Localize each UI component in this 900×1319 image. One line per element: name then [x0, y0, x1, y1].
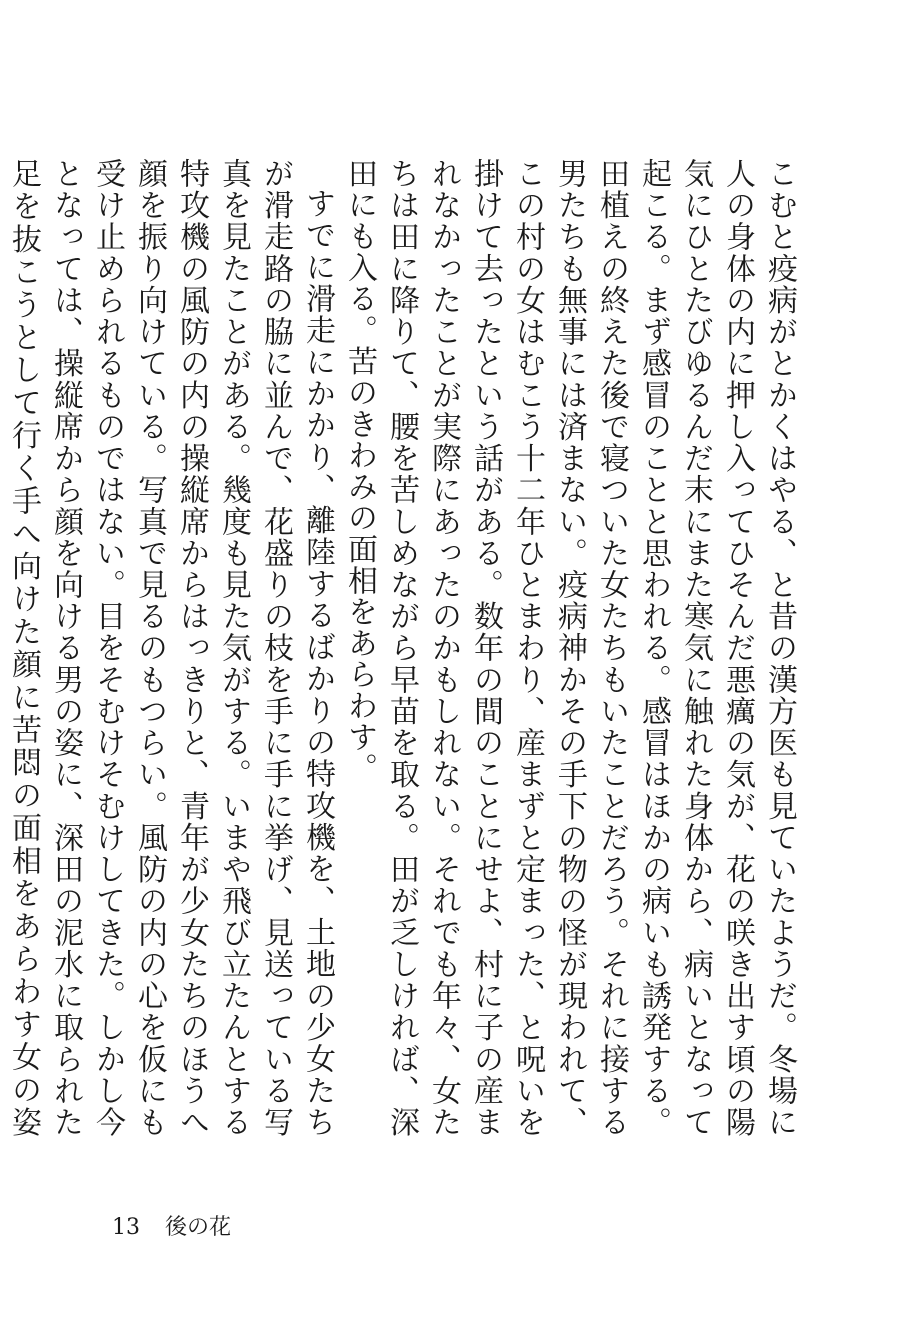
page-footer: [112, 1210, 231, 1241]
paragraph-2: すでに滑走にかかり、離陸するばかりの特攻機を、土地の少女たちが滑走路の脇に並んで、花盛りの枝を手に手に挙げ、見送っている写真を見たことがある。幾度も見た気がする。いまや飛び立たんとする特攻機の風防の内の操縦席からはっきりと、青年が少女たちのほうへ顔を振り向けている。写真で見るのもつらい。風防の内の心を仮にも受け止められるものではない。目をそむけそむけしてきた。しかし今となっては、操縦席から顔を向ける男の姿に、深田の泥水に取られた足を抜こうとして行く手へ向けた顔に苦悶の面相をあらわす女の姿: [6, 158, 335, 1138]
vertical-text-body: [6, 158, 800, 1138]
page-number: 13: [112, 1215, 140, 1240]
running-title: 後の花: [165, 1215, 232, 1240]
paragraph-1: こむと疫病がとかくはやる、と昔の漢方医も見ていたようだ。冬場に人の身体の内に押し入ってひそんだ悪癘の気が、花の咲き出す頃の陽気にひとたびゆるんだ末にまた寒気に触れた身体から、病いとなって起こる。まず感冒のことと思われる。感冒はほかの病いも誘発する。田植えの終えた後で寝ついた女たちもいたことだろう。それに接する男たちも無事には済まない。疫病神かその手下の物の怪が現われて、この村の女はむこう十二年ひとまわり、産まずと定まった、と呪いを掛けて去ったという話がある。数年の間のことにせよ、村に子の産まれなかったことが実際にあったのかもしれない。それでも年々、女たちは田に降りて、腰を苦しめながら早苗を取る。田が乏しければ、深田にも入る。苦のきわみの面相をあらわす。: [342, 158, 797, 1138]
